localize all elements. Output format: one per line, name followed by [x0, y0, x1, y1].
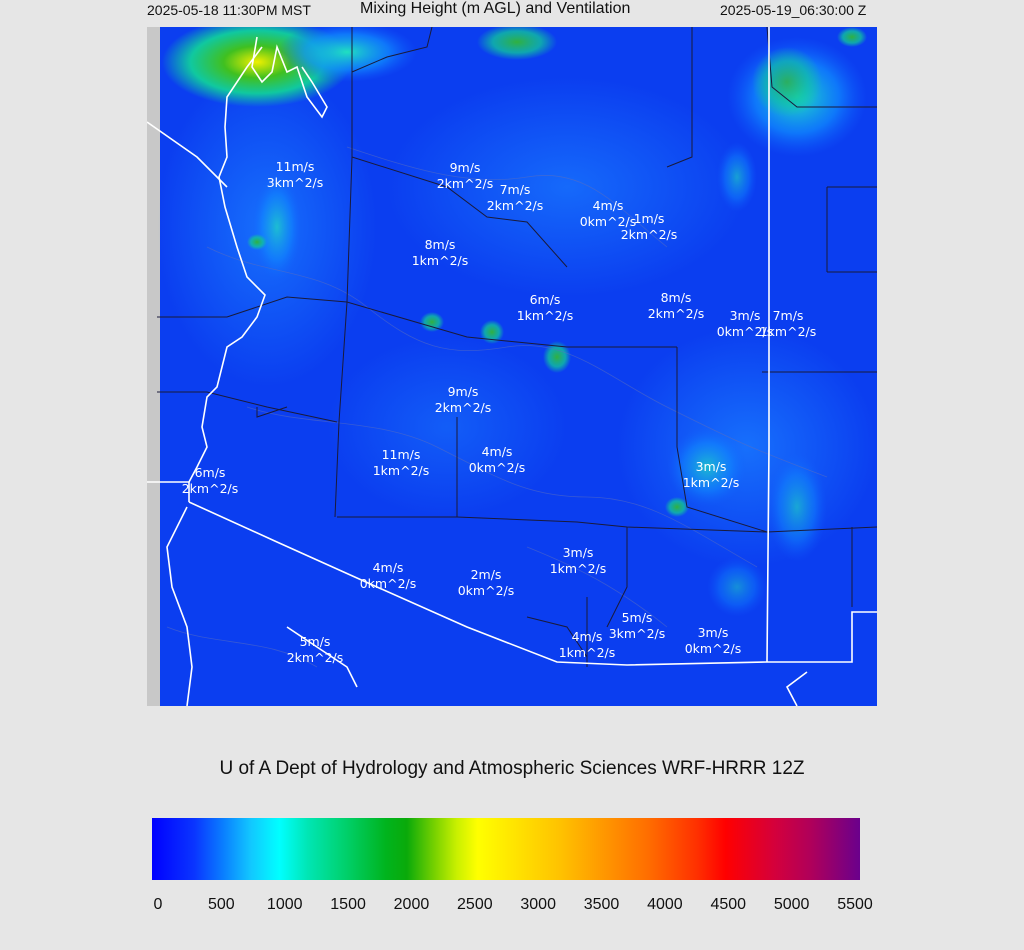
ventilation-rate-text: 3km^2/s — [266, 175, 324, 190]
wind-speed-text: 8m/s — [660, 290, 692, 305]
wind-speed-text: 3m/s — [729, 308, 761, 323]
ventilation-rate-text: 1km^2/s — [549, 561, 607, 576]
colorbar-tick-label: 5500 — [837, 896, 873, 913]
wind-speed-text: 4m/s — [571, 629, 603, 644]
wind-speed-text: 11m/s — [381, 447, 421, 462]
ventilation-rate-text: 2km^2/s — [181, 481, 239, 496]
ventilation-rate-text: 2km^2/s — [486, 198, 544, 213]
wind-speed-text: 7m/s — [772, 308, 804, 323]
wind-speed-text: 6m/s — [529, 292, 561, 307]
ventilation-rate-text: 1km^2/s — [558, 645, 616, 660]
ventilation-rate-text: 0km^2/s — [359, 576, 417, 591]
colorbar-tick-label: 4000 — [647, 896, 683, 913]
wind-speed-text: 5m/s — [621, 610, 653, 625]
colorbar-tick-label: 3500 — [583, 896, 620, 913]
wind-speed-text: 1m/s — [633, 211, 665, 226]
wind-speed-text: 3m/s — [695, 459, 727, 474]
colorbar-tick-label: 1000 — [266, 896, 303, 913]
ventilation-rate-text: 3km^2/s — [608, 626, 666, 641]
local-time-label: 2025-05-18 11:30PM MST — [147, 2, 311, 18]
wind-speed-text: 6m/s — [194, 465, 226, 480]
wind-speed-text: 9m/s — [449, 160, 481, 175]
ventilation-rate-text: 1km^2/s — [516, 308, 574, 323]
ventilation-rate-text: 0km^2/s — [716, 324, 774, 339]
wind-speed-text: 4m/s — [372, 560, 404, 575]
ventilation-rate-text: 0km^2/s — [684, 641, 742, 656]
colorbar-tick-label: 2500 — [457, 896, 493, 913]
colorbar-tick-label: 500 — [208, 896, 235, 913]
ventilation-rate-text: 1km^2/s — [682, 475, 740, 490]
wind-speed-text: 3m/s — [562, 545, 594, 560]
colorbar-tick-label: 1500 — [330, 896, 366, 913]
wind-speed-text: 4m/s — [592, 198, 624, 213]
ventilation-rate-text: 2km^2/s — [620, 227, 678, 242]
ventilation-rate-text: 0km^2/s — [468, 460, 526, 475]
colorbar-tick-label: 5000 — [773, 896, 810, 913]
ventilation-rate-text: 2km^2/s — [434, 400, 492, 415]
wind-speed-text: 8m/s — [424, 237, 456, 252]
colorbar-tick-label: 3000 — [520, 896, 556, 913]
wind-speed-text: 3m/s — [697, 625, 729, 640]
mixing-height-map — [147, 27, 877, 706]
ventilation-rate-text: 1km^2/s — [411, 253, 469, 268]
colorbar-tick-label: 4500 — [710, 896, 747, 913]
model-credit: U of A Dept of Hydrology and Atmospheric Sciences WRF-HRRR 12Z — [219, 758, 805, 779]
ventilation-rate-text: 1km^2/s — [372, 463, 430, 478]
wind-speed-text: 9m/s — [447, 384, 479, 399]
wind-speed-text: 7m/s — [499, 182, 531, 197]
colorbar-tick-label: 2000 — [393, 896, 430, 913]
wind-speed-text: 11m/s — [275, 159, 315, 174]
ventilation-rate-text: 0km^2/s — [457, 583, 515, 598]
color-scale-bar — [152, 818, 860, 880]
utc-time-label: 2025-05-19_06:30:00 Z — [720, 2, 867, 18]
ventilation-rate-text: 2km^2/s — [286, 650, 344, 665]
map-canvas — [147, 27, 877, 706]
wind-speed-text: 4m/s — [481, 444, 513, 459]
ventilation-rate-text: 2km^2/s — [436, 176, 494, 191]
ventilation-rate-text: 2km^2/s — [647, 306, 705, 321]
ventilation-rate-text: 1km^2/s — [759, 324, 817, 339]
wind-speed-text: 2m/s — [470, 567, 502, 582]
colorbar-tick-label: 0 — [153, 896, 163, 913]
wind-speed-text: 5m/s — [299, 634, 331, 649]
map-title: Mixing Height (m AGL) and Ventilation — [360, 0, 631, 17]
ventilation-rate-text: 0km^2/s — [579, 214, 637, 229]
